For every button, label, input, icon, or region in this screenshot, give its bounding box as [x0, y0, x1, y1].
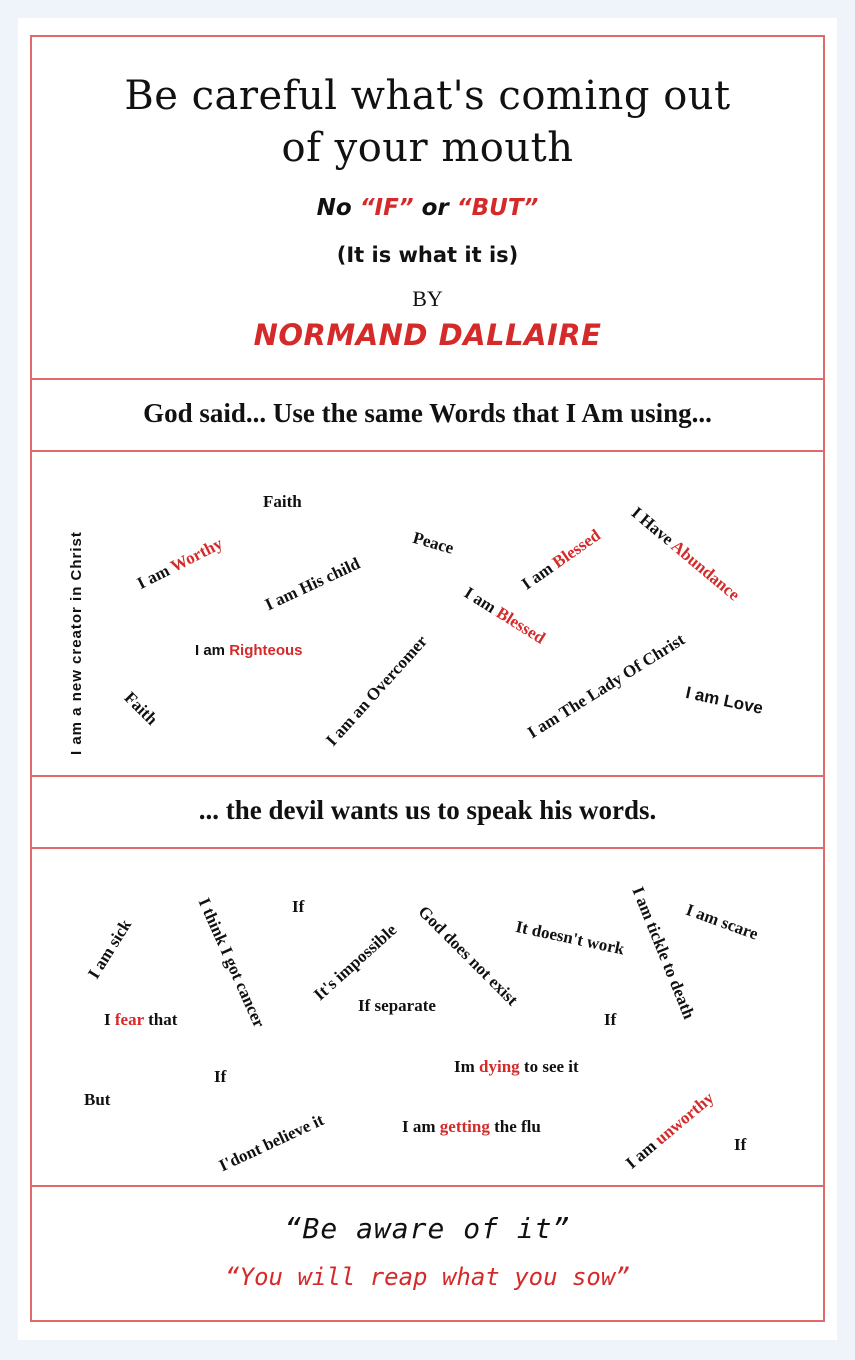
word-prefix: I am	[518, 556, 560, 594]
word-impossible: It's impossible	[310, 920, 401, 1005]
if-word: “IF”	[359, 195, 414, 221]
word-highlight: Righteous	[229, 642, 303, 659]
word-suffix: the flu	[489, 1117, 541, 1136]
author-name: NORMAND DALLAIRE	[253, 318, 602, 352]
word-lady-of-christ: I am The Lady Of Christ	[524, 629, 689, 743]
word-peace: Peace	[410, 528, 456, 558]
word-i-fear-that	[104, 1010, 177, 1030]
word-if-3: If	[214, 1067, 227, 1086]
by-label: BY	[412, 286, 443, 311]
word-but: But	[84, 1090, 111, 1109]
word-prefix: I am	[460, 583, 504, 620]
word-prefix: I am	[134, 558, 177, 593]
word-highlight: getting	[439, 1117, 490, 1136]
divider	[30, 775, 825, 777]
word-suffix: to see it	[519, 1057, 579, 1076]
title-line-1: Be careful what's coming out	[124, 73, 731, 119]
word-prefix: I am	[402, 1117, 440, 1136]
word-i-am-scare: I am scare	[683, 900, 761, 944]
subtitle: (It is what it is)	[336, 243, 519, 267]
word-prefix: I	[104, 1010, 115, 1029]
word-i-am-righteous	[195, 642, 303, 659]
word-new-creator: I am a new creator in Christ	[68, 531, 85, 755]
word-dont-believe: I'dont believe it	[216, 1110, 327, 1176]
or-word: or	[413, 195, 457, 221]
word-faith-bottom: Faith	[120, 688, 162, 729]
no-prefix: No	[316, 195, 360, 221]
word-highlight: fear	[114, 1010, 144, 1029]
word-prefix: I Have	[627, 503, 680, 551]
word-i-am-love: I am Love	[684, 683, 765, 718]
word-god-not-exist: God does not exist	[414, 902, 522, 1010]
word-highlight: Blessed	[548, 525, 604, 572]
quote-be-aware: “Be aware of it”	[284, 1212, 571, 1245]
divider	[30, 847, 825, 849]
word-dying-to-see-it	[454, 1057, 579, 1077]
word-doesnt-work: It doesn't work	[514, 917, 627, 959]
word-faith-top: Faith	[263, 492, 302, 511]
word-if-separate: If separate	[358, 996, 436, 1015]
title-line-2: of your mouth	[281, 125, 574, 171]
word-highlight: Blessed	[492, 603, 549, 648]
god-said-banner: God said... Use the same Words that I Am using...	[143, 398, 712, 428]
word-overcomer: I am an Overcomer	[322, 631, 432, 750]
word-if-2: If	[604, 1010, 617, 1029]
word-got-cancer: I think I got cancer	[194, 895, 269, 1031]
word-highlight: unworthy	[650, 1088, 718, 1149]
word-tickle-to-death: I am tickle to death	[628, 884, 699, 1022]
quote-reap-sow: “You will reap what you sow”	[225, 1263, 630, 1291]
word-his-child: I am His child	[262, 553, 363, 615]
divider	[30, 378, 825, 380]
word-prefix: I am	[622, 1133, 664, 1173]
divider	[30, 1185, 825, 1187]
divider	[30, 450, 825, 452]
devil-banner: ... the devil wants us to speak his words.	[198, 795, 657, 825]
word-suffix: that	[143, 1010, 178, 1029]
word-highlight: Abundance	[667, 536, 744, 605]
word-prefix: Im	[454, 1057, 480, 1076]
word-i-am-sick: I am sick	[84, 915, 136, 983]
word-prefix: I am	[195, 642, 230, 659]
word-if-4: If	[734, 1135, 747, 1154]
word-if-1: If	[292, 897, 305, 916]
word-highlight: dying	[479, 1057, 520, 1076]
but-word: “BUT”	[456, 195, 539, 221]
no-if-or-but	[30, 195, 825, 221]
word-getting-the-flu	[402, 1117, 541, 1137]
word-highlight: Worthy	[167, 533, 226, 576]
page-title	[30, 70, 825, 174]
